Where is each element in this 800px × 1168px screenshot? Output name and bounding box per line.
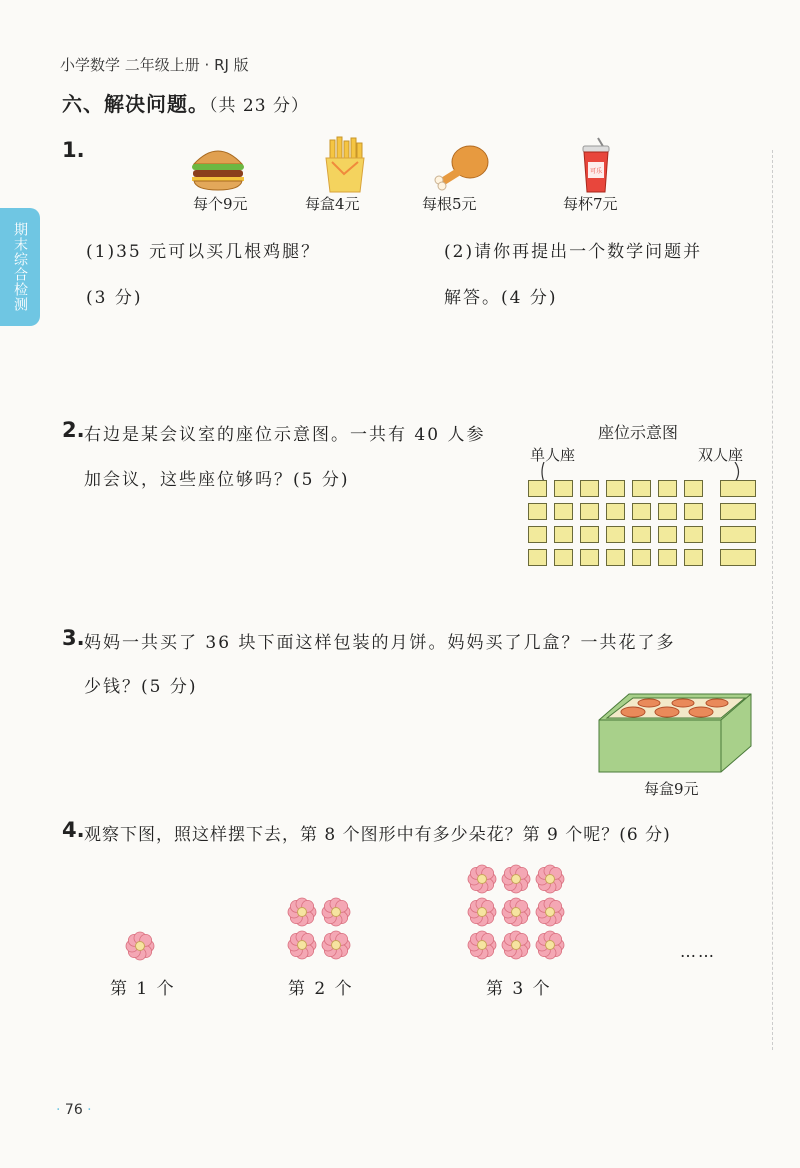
double-seat bbox=[720, 526, 756, 543]
q1-price-drink: 每杯7元 bbox=[563, 195, 618, 213]
flower-icon bbox=[286, 896, 318, 928]
q4-number: 4. bbox=[62, 818, 85, 842]
q1-price-fries: 每盒4元 bbox=[305, 195, 360, 213]
q2-line1: 右边是某会议室的座位示意图。一共有 40 人参 bbox=[84, 425, 486, 445]
margin-line bbox=[772, 150, 774, 1050]
flower-icon bbox=[124, 930, 156, 962]
q1-part1-line2: (3 分) bbox=[86, 288, 143, 308]
single-seat-label: 单人座 bbox=[530, 446, 576, 464]
flower-icon bbox=[500, 863, 532, 895]
single-seat bbox=[580, 549, 599, 566]
single-seat bbox=[632, 549, 651, 566]
mooncake-box-icon bbox=[595, 690, 757, 776]
hamburger-icon bbox=[190, 142, 246, 192]
figure-1-label: 第 1 个 bbox=[110, 979, 176, 999]
mooncake-box-price: 每盒9元 bbox=[644, 780, 699, 798]
flower-icon bbox=[320, 929, 352, 961]
single-seat bbox=[684, 549, 703, 566]
flower-icon bbox=[466, 863, 498, 895]
page-dot-right: · bbox=[82, 1102, 92, 1118]
single-seat bbox=[606, 480, 625, 497]
single-seat bbox=[684, 526, 703, 543]
seat-diagram-title: 座位示意图 bbox=[598, 423, 679, 442]
single-seat bbox=[632, 480, 651, 497]
single-seat bbox=[684, 480, 703, 497]
section-points: （共 23 分） bbox=[209, 96, 309, 116]
single-seat bbox=[632, 503, 651, 520]
double-seat-label: 双人座 bbox=[698, 446, 744, 464]
single-seat bbox=[658, 549, 677, 566]
section-title-text: 六、解决问题。 bbox=[62, 92, 209, 116]
single-seat bbox=[606, 503, 625, 520]
q3-line2: 少钱？(5 分) bbox=[84, 677, 198, 697]
single-seat bbox=[580, 503, 599, 520]
page-header: 小学数学 二年级上册 · RJ 版 bbox=[60, 56, 249, 74]
single-seat bbox=[528, 526, 547, 543]
page-number-text: 76 bbox=[64, 1102, 83, 1118]
q1-price-burger: 每个9元 bbox=[193, 195, 248, 213]
section-title bbox=[62, 88, 309, 117]
double-seat bbox=[720, 549, 756, 566]
single-seat bbox=[606, 526, 625, 543]
fries-icon bbox=[322, 136, 368, 194]
single-seat bbox=[632, 526, 651, 543]
drink-cup-icon bbox=[578, 136, 614, 194]
single-seat bbox=[554, 503, 573, 520]
q2-number: 2. bbox=[62, 418, 85, 442]
flower-icon bbox=[466, 929, 498, 961]
single-seat bbox=[528, 503, 547, 520]
q1-part2-line1: (2)请你再提出一个数学问题并 bbox=[444, 242, 703, 262]
ellipsis: …… bbox=[680, 942, 716, 961]
single-seat bbox=[528, 480, 547, 497]
single-seat bbox=[554, 526, 573, 543]
single-seat bbox=[658, 526, 677, 543]
q3-line1: 妈妈一共买了 36 块下面这样包装的月饼。妈妈买了几盒？一共花了多 bbox=[84, 633, 676, 653]
single-seat bbox=[528, 549, 547, 566]
q1-number: 1. bbox=[62, 138, 85, 162]
q1-part1-line1: (1)35 元可以买几根鸡腿？ bbox=[86, 242, 321, 262]
single-seat bbox=[658, 480, 677, 497]
flower-icon bbox=[500, 929, 532, 961]
single-seat bbox=[606, 549, 625, 566]
single-seat bbox=[554, 480, 573, 497]
q3-number: 3. bbox=[62, 626, 85, 650]
q1-part2-line2: 解答。(4 分) bbox=[444, 288, 558, 308]
page-number bbox=[56, 1102, 92, 1118]
single-seat bbox=[580, 526, 599, 543]
flower-icon bbox=[320, 896, 352, 928]
flower-icon bbox=[500, 896, 532, 928]
single-seat bbox=[580, 480, 599, 497]
q2-line2: 加会议，这些座位够吗？(5 分) bbox=[84, 470, 350, 490]
double-seat bbox=[720, 480, 756, 497]
flower-icon bbox=[534, 896, 566, 928]
figure-2-label: 第 2 个 bbox=[288, 979, 354, 999]
page-dot-left: · bbox=[56, 1102, 65, 1118]
flower-icon bbox=[534, 863, 566, 895]
side-tab: 期末综合检测 bbox=[0, 208, 40, 326]
chicken-leg-icon bbox=[432, 142, 490, 192]
seat-grid bbox=[528, 480, 758, 572]
flower-icon bbox=[286, 929, 318, 961]
q4-text: 观察下图，照这样摆下去，第 8 个图形中有多少朵花？第 9 个呢？(6 分) bbox=[84, 825, 671, 845]
flower-icon bbox=[466, 896, 498, 928]
double-seat bbox=[720, 503, 756, 520]
figure-3-label: 第 3 个 bbox=[486, 979, 552, 999]
single-seat bbox=[554, 549, 573, 566]
single-seat bbox=[658, 503, 677, 520]
single-seat bbox=[684, 503, 703, 520]
cup-label: 可乐 bbox=[589, 168, 603, 175]
flower-icon bbox=[534, 929, 566, 961]
q1-price-chicken: 每根5元 bbox=[422, 195, 477, 213]
